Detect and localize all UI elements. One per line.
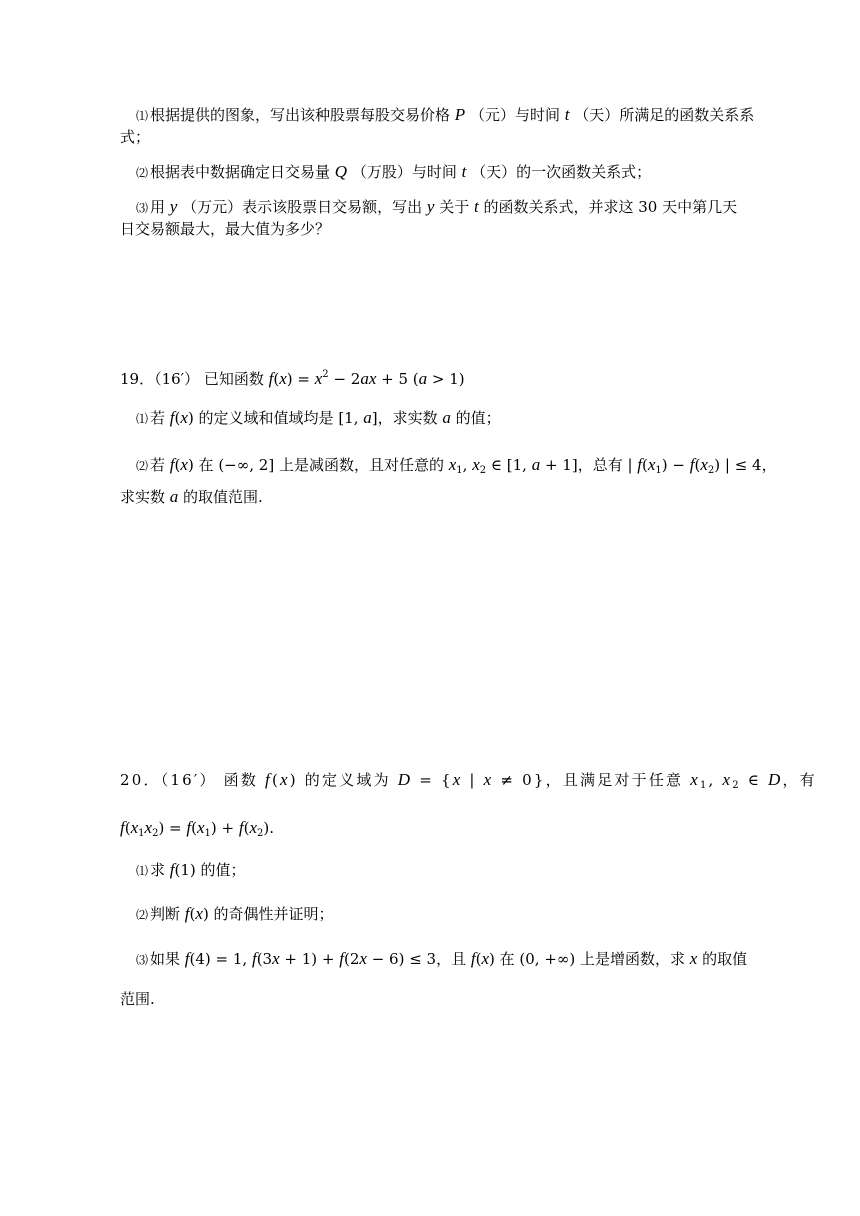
marker-1: ⑴ (136, 412, 149, 426)
problem-19-q1: ⑴ 若 f(x) 的定义域和值域均是 [1, a]，求实数 a 的值； (136, 408, 501, 427)
marker-1: ⑴ (136, 864, 149, 878)
problem-19-q2-line2: 求实数 a 的取值范围. (120, 487, 263, 506)
problem-19-stem: 19．（16′） 已知函数 $f(x) = x^2 - 2ax + 5$ (a > 1) (120, 369, 465, 388)
marker-1: ⑴ (136, 109, 149, 123)
problem-20-stem-line1: 20．（16′） 函数 f(x) 的定义域为 D = {x | x ≠ 0}，且满足对于任意 $x_1$, $x_2$ ∈ D，有 (120, 770, 817, 791)
part-c-q2: ⑵ 根据表中数据确定日交易量 Q （万股）与时间 t （天）的一次函数关系式； (136, 162, 652, 181)
marker-2: ⑵ (136, 166, 149, 180)
problem-20-number: 20． (120, 771, 161, 789)
marker-3: ⑶ (136, 201, 149, 215)
problem-20-q2: ⑵ 判断 f(x) 的奇偶性并证明； (136, 904, 334, 923)
problem-20-q3-line2: 范围. (120, 990, 155, 1008)
part-c-q1-line1: ⑴ 根据提供的图象，写出该种股票每股交易价格 P （元）与时间 t （天）所满足的函数关系系 (136, 105, 755, 124)
problem-20-q3-line1: ⑶ 如果 f(4) = 1, f(3x + 1) + f(2x − 6) ≤ 3，且 f(x) 在 (0, +∞) 上是增函数，求 x 的取值 (136, 949, 748, 968)
problem-19-points: （16′） (154, 370, 200, 388)
problem-19-q2-line1: ⑵ 若 f(x) 在 (−∞, 2] 上是减函数，且对任意的 $x_1$, $x_2$ ∈ [1, a + 1]，总有 | $f(x_1) - f(x_2)$ | ≤ 4， (136, 455, 777, 476)
marker-2: ⑵ (136, 908, 149, 922)
problem-20-stem-line2: $f(x_1x_2) = f(x_1) + f(x_2)$. (120, 818, 275, 839)
problem-19-number: 19． (120, 370, 155, 388)
part-c-q3-line2: 日交易额最大，最大值为多少？ (120, 220, 331, 238)
problem-20-points: （16′） (160, 771, 217, 789)
marker-3: ⑶ (136, 953, 149, 967)
part-c-q1-line2: 式； (120, 128, 151, 146)
marker-2: ⑵ (136, 459, 149, 473)
part-c-q3-line1: ⑶ 用 y （万元）表示该股票日交易额，写出 y 关于 t 的函数关系式，并求这 30 天中第几天 (136, 197, 738, 216)
problem-20-q1: ⑴ 求 f(1) 的值； (136, 860, 246, 879)
